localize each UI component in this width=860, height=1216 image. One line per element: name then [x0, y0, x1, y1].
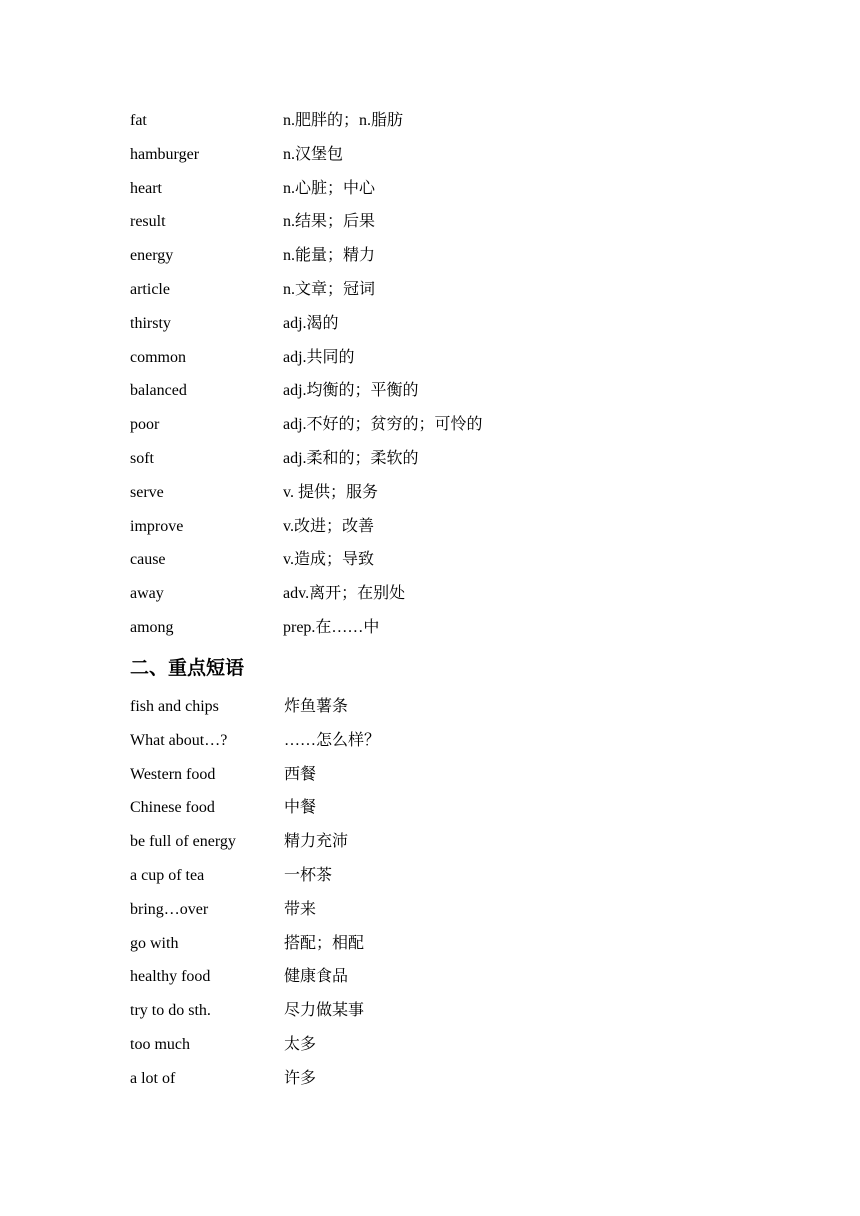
vocab-row — [130, 176, 730, 210]
phrase-text: a cup of tea — [130, 866, 205, 884]
phrase-meaning: 炸鱼薯条 — [284, 698, 349, 715]
vocab-word: poor — [130, 416, 160, 434]
vocab-word: common — [130, 348, 186, 366]
vocab-word: balanced — [130, 382, 187, 400]
vocab-row — [130, 412, 730, 446]
phrase-list — [130, 694, 730, 1100]
vocab-meaning: adv.离开；在别处 — [283, 585, 406, 603]
vocab-meaning: n.心脏；中心 — [283, 179, 376, 197]
phrase-row — [130, 964, 730, 998]
vocab-meaning: n.结果；后果 — [283, 213, 376, 231]
phrase-text: What about…? — [130, 731, 228, 749]
vocab-meaning: v.改进；改善 — [283, 517, 374, 535]
phrase-meaning: 精力充沛 — [284, 833, 349, 851]
phrase-meaning: 西餐 — [284, 765, 317, 783]
vocab-meaning: n.汉堡包 — [283, 145, 344, 163]
vocab-row — [130, 311, 730, 345]
vocab-word: result — [130, 213, 166, 231]
phrase-text: Chinese food — [130, 799, 215, 817]
phrase-text: a lot of — [130, 1069, 176, 1087]
phrase-text: healthy food — [130, 968, 211, 986]
section-heading: 二、重点短语 — [130, 657, 245, 679]
phrase-text: bring…over — [130, 900, 209, 918]
phrase-meaning: 带来 — [284, 900, 317, 918]
phrase-row — [130, 897, 730, 931]
vocab-row — [130, 581, 730, 615]
phrase-meaning: 中餐 — [284, 799, 317, 817]
vocabulary-list — [130, 108, 730, 649]
vocab-meaning: adj.共同的 — [283, 348, 355, 366]
vocab-meaning: n.文章；冠词 — [283, 280, 376, 298]
phrase-text: try to do sth. — [130, 1002, 211, 1020]
vocab-word: article — [130, 280, 170, 298]
phrase-meaning: 许多 — [284, 1069, 317, 1087]
vocab-row — [130, 142, 730, 176]
phrase-meaning: ……怎么样？ — [284, 731, 381, 749]
vocab-meaning: adj.渴的 — [283, 314, 339, 332]
vocab-row — [130, 446, 730, 480]
vocab-word: energy — [130, 247, 174, 265]
vocab-meaning: n.肥胖的；n.脂肪 — [283, 112, 404, 129]
vocab-row — [130, 108, 730, 142]
phrase-row — [130, 694, 730, 728]
phrase-row — [130, 829, 730, 863]
vocab-row — [130, 547, 730, 581]
phrase-text: too much — [130, 1035, 190, 1053]
phrase-meaning: 健康食品 — [284, 968, 349, 986]
phrase-row — [130, 863, 730, 897]
vocab-word: hamburger — [130, 145, 200, 163]
vocab-row — [130, 277, 730, 311]
phrase-row — [130, 1066, 730, 1100]
vocab-row — [130, 378, 730, 412]
phrase-row — [130, 931, 730, 965]
vocab-word: serve — [130, 483, 164, 501]
phrase-text: Western food — [130, 765, 216, 783]
vocab-meaning: v. 提供；服务 — [283, 483, 378, 501]
vocab-row — [130, 514, 730, 548]
phrase-text: be full of energy — [130, 833, 236, 851]
vocab-meaning: prep.在……中 — [283, 618, 380, 636]
vocab-row — [130, 615, 730, 649]
vocab-meaning: adj.柔和的；柔软的 — [283, 449, 419, 467]
phrase-row — [130, 998, 730, 1032]
vocab-word: thirsty — [130, 314, 171, 332]
phrase-text: go with — [130, 934, 179, 952]
vocab-meaning: adj.不好的；贫穷的；可怜的 — [283, 416, 483, 434]
vocab-word: among — [130, 618, 174, 636]
phrase-row — [130, 795, 730, 829]
phrase-text: fish and chips — [130, 698, 219, 715]
vocab-row — [130, 243, 730, 277]
phrase-meaning: 太多 — [284, 1035, 317, 1053]
phrase-row — [130, 728, 730, 762]
phrase-meaning: 搭配；相配 — [284, 934, 365, 952]
phrase-row — [130, 1032, 730, 1066]
vocab-meaning: adj.均衡的；平衡的 — [283, 382, 419, 400]
vocab-word: soft — [130, 449, 154, 467]
vocab-row — [130, 345, 730, 379]
vocab-word: improve — [130, 517, 184, 535]
vocab-meaning: v.造成；导致 — [283, 551, 374, 569]
vocab-row — [130, 480, 730, 514]
vocab-meaning: n.能量；精力 — [283, 247, 376, 265]
vocab-row — [130, 209, 730, 243]
vocab-word: away — [130, 585, 164, 603]
phrase-row — [130, 762, 730, 796]
vocab-word: heart — [130, 179, 162, 197]
vocab-word: cause — [130, 551, 166, 569]
phrase-meaning: 一杯茶 — [284, 866, 333, 884]
vocab-word: fat — [130, 112, 147, 129]
phrase-meaning: 尽力做某事 — [284, 1002, 365, 1020]
